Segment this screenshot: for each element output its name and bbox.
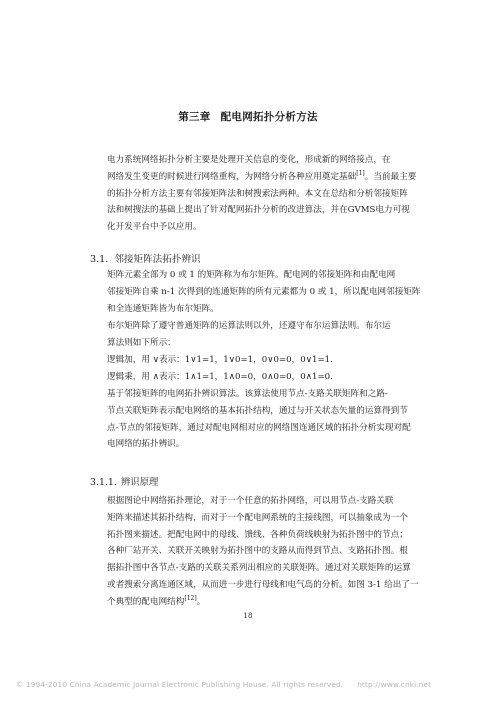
chapter-number: 第三章 [178, 111, 211, 123]
text-line: 网络发生变更的时候进行网络重构，为网络分析各种应用奠定基础[1]。当前最主要 [107, 169, 417, 182]
paragraph-principle [90, 493, 430, 611]
citation: [1] [356, 169, 365, 177]
text-line: 电网络的拓扑辨识。 [107, 439, 185, 450]
text-line: 或者搜索分离连通区域，从而进一步进行母线和电气岛的分析。如图 3-1 给出了一 [107, 579, 419, 590]
operation-and: 逻辑乘，用 ∧表示：1∧1=1，1∧0=0，0∧0=0，0∧1=0. [107, 372, 333, 382]
copyright-footer [16, 680, 431, 689]
copyright-text: © 1994-2010 China Academic Journal Electronic Publishing House. All rights reserved. [16, 680, 344, 689]
operation-or: 逻辑加，用 ∨表示：1∨1=1，1∨0=1，0∨0=0，0∨1=1. [107, 355, 333, 365]
text-line: 和全连通矩阵皆为布尔矩阵。 [107, 303, 219, 314]
text-line: 算法则如下所示： [107, 337, 176, 348]
chapter-name: 配电网拓扑分析方法 [220, 111, 318, 123]
text-line: 的拓扑分析方法主要有邻接矩阵法和树搜索法两种。本文在总结和分析邻接矩阵 [107, 188, 408, 199]
paragraph-algorithm [90, 386, 430, 453]
page-number: 18 [243, 612, 253, 620]
footer-link[interactable]: http://www.cnki.net [357, 680, 432, 689]
section-heading-3-1-1: 3.1.1. 辨识原理 [90, 477, 159, 488]
text-line: 拓扑图来描述。把配电网中的母线、馈线、各种负荷线映射为拓扑图中的节点； [107, 529, 408, 540]
text-line: 邻接矩阵自乘 n-1 次得到的连通矩阵的所有元素都为 0 或 1，所以配电网邻接矩阵 [107, 286, 421, 297]
text-line: 个典型的配电网结构[12]。 [107, 594, 206, 607]
text-line: 点-节点的邻接矩阵，通过对配电网相对应的网络图连通区域的拓扑分析实现对配 [107, 422, 411, 433]
text-line: 矩阵来描述其拓扑结构，而对于一个配电网系统的主接线图，可以抽象成为一个 [107, 512, 408, 523]
citation: [12] [184, 594, 197, 602]
text-line: 据拓扑图中各节点-支路的关联关系列出相应的关联矩阵。通过对关联矩阵的运算 [107, 563, 411, 574]
paragraph-boolean-matrix [90, 267, 430, 317]
text-line: 法和树搜法的基础上提出了针对配网拓扑分析的改进算法，并在GVMS电力可视 [107, 205, 410, 216]
text-line: 各种厂站开关、关联开关映射为拓扑图中的支路从而得到节点、支路拓扑图。根 [107, 546, 408, 557]
text-line: 化开发平台中予以应用。 [107, 222, 202, 233]
text-line: 电力系统网络拓扑分析主要是处理开关信息的变化，形成新的网络接点，在 [107, 155, 391, 165]
intro-paragraph [90, 152, 430, 236]
text-line: 布尔矩阵除了遵守普通矩阵的运算法则以外，还遵守布尔运算法则。布尔运 [107, 321, 391, 331]
text-line: 节点关联矩阵表示配电网络的基本拓扑结构，通过与开关状态矢量的运算得到节 [107, 405, 408, 416]
text-line: 基于邻接矩阵的电网拓扑辨识算法。该算法使用节点-支路关联矩阵和之路- [107, 389, 388, 399]
paragraph-boolean-rules [90, 318, 430, 352]
text-line: 根据图论中网络拓扑理论，对于一个任意的拓扑网络，可以用节点-支路关联 [107, 496, 394, 506]
section-heading-3-1: 3.1. 邻接矩阵法拓扑辨识 [90, 254, 201, 265]
chapter-title [0, 109, 496, 124]
text-line: 矩阵元素全部为 0 或 1 的矩阵称为布尔矩阵。配电网的邻接矩阵和由配电网 [107, 270, 396, 280]
